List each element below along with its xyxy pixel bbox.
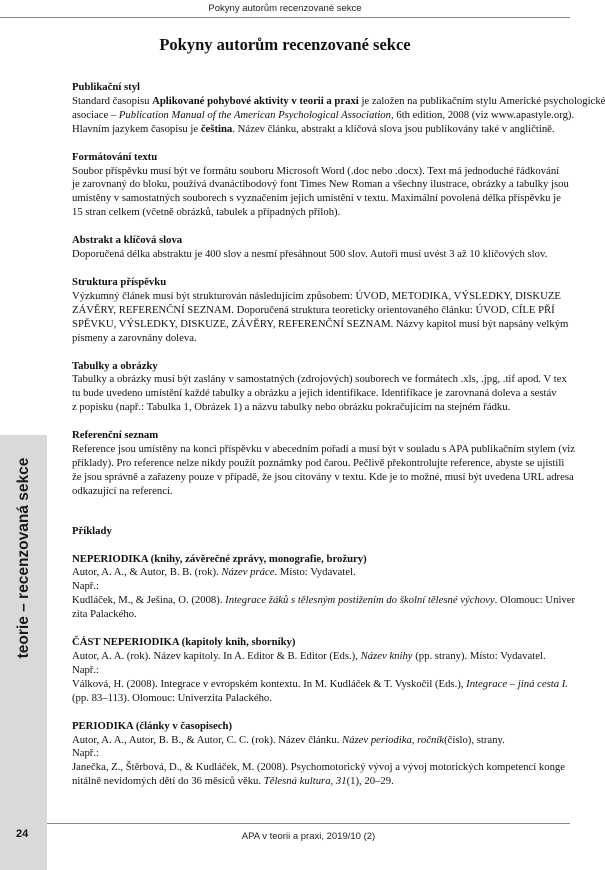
text-run: , 6th edition, 2008 (viz www.apastyle.org). [391,108,575,121]
section-reference-list [72,429,592,499]
example-heading: PERIODIKA (články v časopisech) [72,719,233,732]
language-name: čeština [200,122,233,135]
paragraph-line: odkazující na referenci. [72,484,173,497]
text-run: Autor, A. A., & Autor, B. B. (rok). [72,566,222,579]
text-run: Autor, A. A. (rok). Název kapitoly. In A. Editor & B. Editor (Eds.), [72,650,361,662]
text-run: Hlavním jazykem časopisu je [72,122,201,135]
manual-title: Publication Manual of the American Psychological Association [118,108,391,121]
text-run: Válková, H. (2008). Integrace v evropském kontextu. In M. Kudláček & T. Vyskočil (Eds.), [72,677,467,690]
section-structure [72,276,592,346]
paragraph-line: Tabulky a obrázky musí být zaslány v samostatných (zdrojových) souborech ve formátech .xls, .jpg, .tif apod. V tex [72,373,567,386]
italic-run: Integrace – jiná cesta I. [466,677,568,690]
text-run: . Místo: Vydavatel. [274,566,356,579]
citation-example-cont: (pp. 83–113). Olomouc: Univerzita Palackého. [72,691,272,704]
paragraph-line: písmeny a zarovnány doleva. [72,331,197,344]
paragraph-line: Reference jsou umístěny na konci příspěvku v abecedním pořadí a musí být v souladu s APA publikačním stylem (viz [72,443,576,456]
citation-pattern [72,650,592,664]
example-heading: NEPERIODIKA (knihy, závěrečné zprávy, monografie, brožury) [72,552,367,565]
example-label: Např.: [72,663,100,676]
section-tables-figures [72,360,592,416]
italic-run: Integrace žáků s tělesným postižením do školní tělesné výchovy [225,594,495,607]
section-heading: Abstrakt a klíčová slova [72,234,183,247]
text-run: asociace – [72,108,119,121]
text-run: . Název článku, abstrakt a klíčová slova jsou publikovány také v angličtině. [232,122,555,135]
italic-run: Název periodika, ročník [342,733,445,746]
citation-example: Janečka, Z., Štěrbová, D., & Kudláček, M. (2008). Psychomotorický vývoj a vývoj motorických kompetencí konge [72,761,566,774]
paragraph-line: Doporučená délka abstraktu je 400 slov a nesmí přesáhnout 500 slov. Autoři musí uvést 3 až 10 klíčových slov. [72,248,548,261]
example-heading: ČÁST NEPERIODIKA (kapitoly knih, sborníky) [72,636,296,649]
paragraph-line [72,123,592,137]
section-heading: Tabulky a obrázky [72,359,158,372]
section-publication-style [72,81,605,137]
citation-pattern [72,734,592,748]
section-heading: Struktura příspěvku [72,275,167,288]
page-number: 24 [16,828,29,840]
paragraph-line: Výzkumný článek musí být strukturován následujícím způsobem: ÚVOD, METODIKA, VÝSLEDKY, DISKUZE [72,289,561,302]
paragraph-line: že jsou správně a zařazeny pouze v případě, že jsou citovány v textu. Kde je to možné, musí být uvedena URL adresa [72,470,574,483]
paragraph-line: SPĚVKU, VÝSLEDKY, DISKUZE, ZÁVĚRY, REFERENČNÍ SEZNAM. Názvy kapitol musí být napsány velkým [72,317,569,330]
footer-rule [47,823,570,824]
examples-heading: Příklady [72,524,112,537]
journal-name: Aplikované pohybové aktivity v teorii a praxi [152,94,359,107]
section-heading: Formátování textu [72,150,158,163]
citation-example [72,678,592,692]
section-abstract-keywords [72,234,592,262]
text-run: (číslo), strany. [444,733,505,746]
paragraph-line: Soubor příspěvku musí být ve formátu souboru Microsoft Word (.doc nebo .docx). Text má jednoduché řádkování [72,164,560,177]
running-header: Pokyny autorům recenzované sekce [208,3,362,14]
paragraph-line: 15 stran celkem (včetně obrázků, tabulek a případných příloh). [72,206,341,219]
example-books [72,553,592,623]
paragraph-line [72,109,592,123]
italic-run: Tělesná kultura, 31 [263,775,347,788]
text-run: nitálně nevidomých dětí do 36 měsíců věku. [72,775,264,788]
text-run: Autor, A. A., Autor, B. B., & Autor, C. C. (rok). Název článku. [72,733,343,746]
section-heading: Publikační styl [72,81,141,93]
text-run: (pp. strany). Místo: Vydavatel. [412,650,546,662]
text-run: je založen na publikačním stylu Americké psychologické [358,94,605,107]
section-heading: Referenční seznam [72,429,159,442]
citation-example-cont [72,775,592,789]
example-label: Např.: [72,747,100,760]
text-run: Standard časopisu [72,94,153,107]
paragraph-line: z popisku (např.: Tabulka 1, Obrázek 1) a názvu tabulky nebo obrázku pokračujícím na stejném řádku. [72,401,511,414]
paragraph-line: ZÁVĚRY, REFERENČNÍ SEZNAM. Doporučená struktura teoreticky orientovaného článku: ÚVOD, CÍLE PŘÍ [72,303,555,316]
example-book-chapters [72,636,592,706]
citation-pattern [72,566,592,580]
paragraph-line [72,94,605,109]
paragraph-line: umístěny v samostatných souborech s vyznačením jejich umístění v textu. Maximální povolená délka příspěvku je [72,192,561,205]
example-periodicals [72,720,592,790]
paragraph-line: příklady). Pro reference nelze nikdy použít poznámky pod čarou. Pečlivě překontrolujte reference, abyste se ujistili [72,456,565,469]
text-run: Kudláček, M., & Ješina, O. (2008). [72,594,226,607]
header-rule [0,17,570,18]
page-title: Pokyny autorům recenzované sekce [159,35,411,54]
article-body [72,81,605,789]
sidebar-section-label: teorie – recenzovaná sekce [15,457,32,659]
section-text-formatting [72,151,592,221]
text-run: (1), 20–29. [346,775,394,788]
paragraph-line: tu bude uvedeno umístění každé tabulky a obrázku a jejich identifikace. Identifikace je zarovnaná doleva a sestáv [72,387,557,400]
citation-example-cont: zita Palackého. [72,608,137,621]
citation-example [72,594,592,608]
paragraph-line: je zarovnaný do bloku, používá dvanáctibodový font Times New Roman a všechny ilustrace, obrázky a tabulky jsou [72,178,569,191]
example-label: Např.: [72,580,100,593]
italic-run: Název práce [221,566,275,579]
running-footer: APA v teorii a praxi, 2019/10 (2) [241,831,376,842]
italic-run: Název knihy [360,650,413,662]
text-run: . Olomouc: Univer [494,594,576,607]
